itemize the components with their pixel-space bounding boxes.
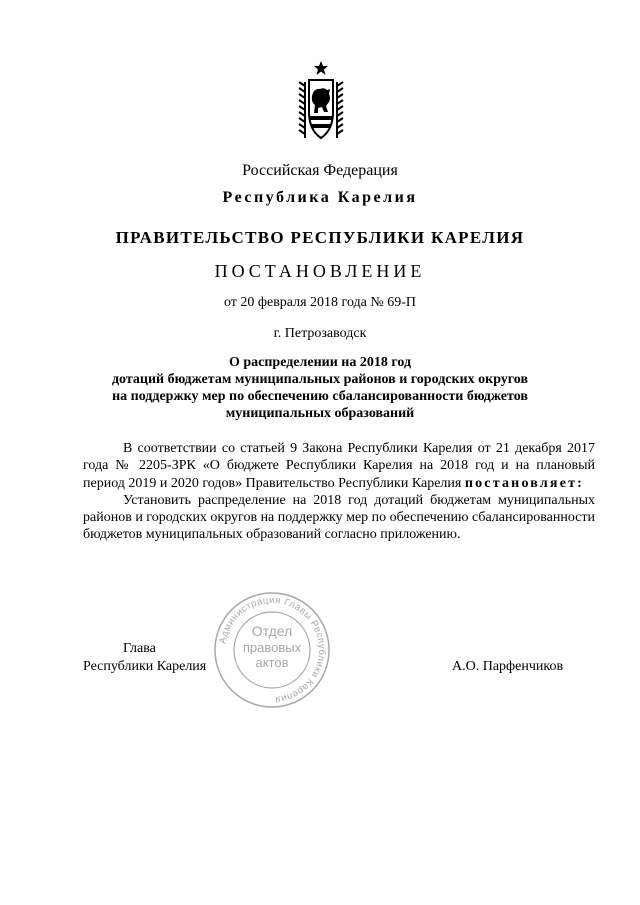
body-paragraph: [83, 440, 595, 492]
document-type: ПОСТАНОВЛЕНИЕ: [214, 261, 426, 281]
republic-name: Республика Карелия: [222, 189, 418, 206]
document-title: [0, 354, 640, 422]
stamp-center-line: Отдел: [251, 623, 293, 639]
country-name: Российская Федерация: [242, 162, 398, 179]
stamp-center-line: правовых: [242, 640, 302, 655]
signatory-name: А.О. Парфенчиков: [452, 659, 564, 674]
official-stamp: [212, 590, 332, 710]
title-line: О распределении на 2018 год: [228, 355, 412, 370]
resolution-keyword: постановляет:: [464, 475, 585, 491]
body-paragraph: Установить распределение на 2018 год дотаций бюджетам муниципальных районов и городских округов на поддержку мер по обеспечению сбалансированности бюджетов муниципальных образований согласно приложению.: [83, 492, 595, 543]
coat-of-arms-icon: [296, 60, 346, 146]
title-line: дотаций бюджетам муниципальных районов и городских округов: [111, 372, 529, 387]
signatory-title-line: Глава: [123, 641, 156, 656]
signatory-title-line: Республики Карелия: [83, 659, 207, 674]
document-city: г. Петрозаводск: [273, 326, 367, 341]
stamp-ring-text: Администрация Главы Республики Карелия: [217, 594, 328, 705]
government-name: ПРАВИТЕЛЬСТВО РЕСПУБЛИКИ КАРЕЛИЯ: [115, 228, 525, 247]
document-body: [83, 440, 595, 544]
paragraph-text: В соответствии со статьей 9 Закона Республики Карелия от 21 декабря 2017 года № 2205-ЗРК «О бюджете Республики Карелия на 2018 год и на плановый период 2019 и 2020 годов» Правительство Республики Карелия: [83, 441, 595, 491]
stamp-center-line: актов: [255, 655, 289, 670]
signatory-title: [83, 640, 206, 676]
title-line: муниципальных образований: [225, 406, 415, 421]
document-date: от 20 февраля 2018 года № 69-П: [223, 295, 417, 310]
title-line: на поддержку мер по обеспечению сбалансированности бюджетов: [112, 389, 528, 404]
